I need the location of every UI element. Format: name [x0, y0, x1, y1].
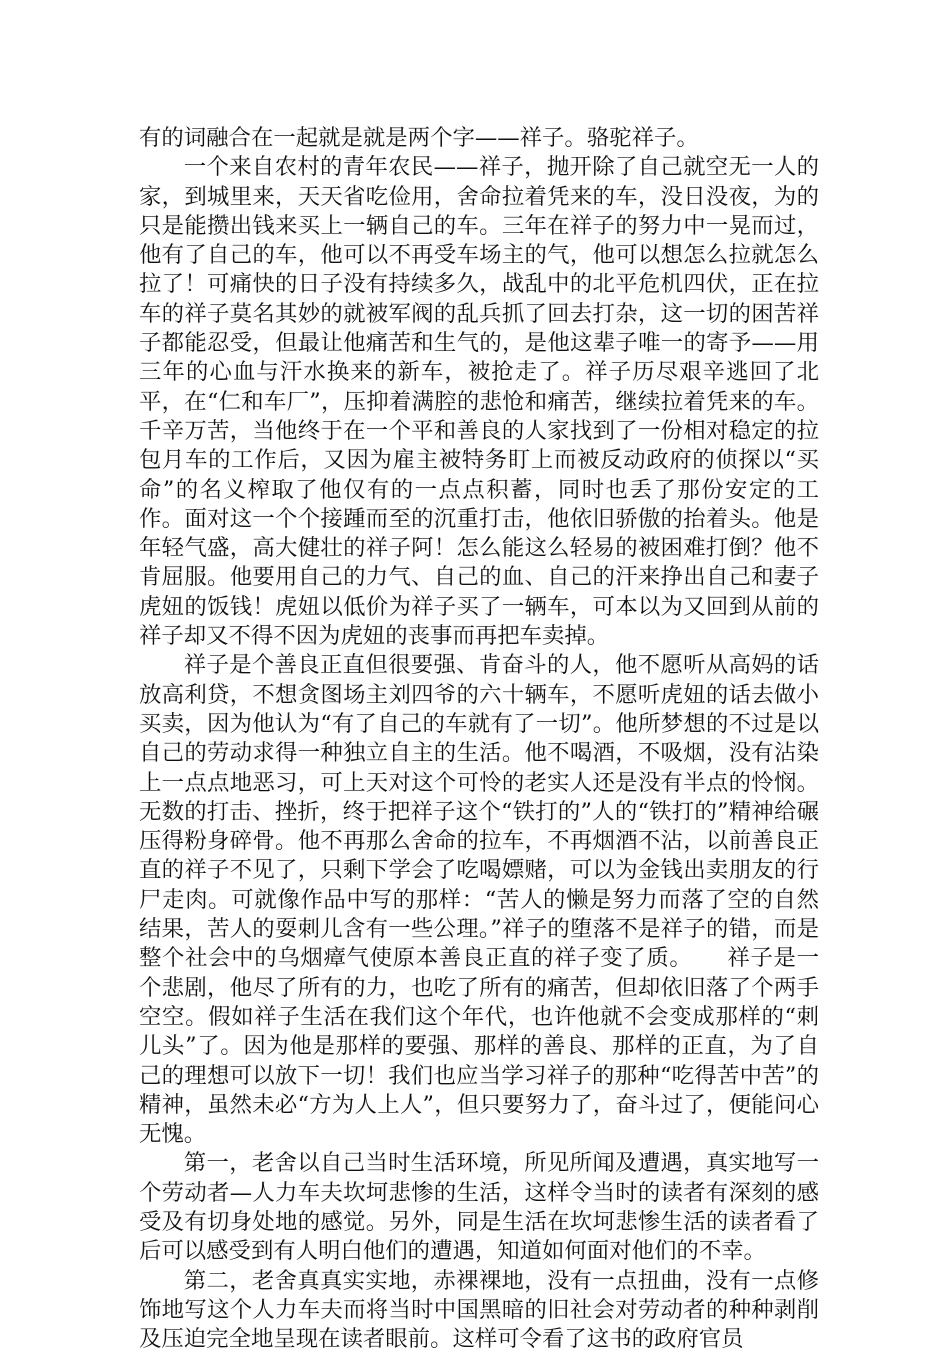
paragraph-point-one: 第一，老舍以自己当时生活环境，所见所闻及遭遇，真实地写一个劳动者—人力车夫坎坷悲惨的生活，这样令当时的读者有深刻的感受及有切身处地的感觉。另外，同是生活在坎坷悲惨生活的读者看了后可以感受到有人明白他们的遭遇，知道如何面对他们的不幸。: [139, 1150, 819, 1265]
paragraph-character-analysis: 祥子是个善良正直但很要强、肯奋斗的人，他不愿听从高妈的话放高利贷，不想贪图场主刘四爷的六十辆车，不愿听虎妞的话去做小买卖，因为他认为“有了自己的车就有了一切”。他所梦想的不过是以自己的劳动求得一种独立自主的生活。他不喝酒，不吸烟，没有沾染上一点点地恶习，可上天对这个可怜的老实人还是没有半点的怜悯。无数的打击、挫折，终于把祥子这个“铁打的”人的“铁打的”精神给碾压得粉身碎骨。他不再那么舍命的拉车，不再烟酒不沾，以前善良正直的祥子不见了，只剩下学会了吃喝嫖赌，可以为金钱出卖朋友的行尸走肉。可就像作品中写的那样：“苦人的懒是努力而落了空的自然结果，苦人的耍刺儿含有一些公理。”祥子的堕落不是祥子的错，而是整个社会中的乌烟瘴气使原本善良正直的祥子变了质。 祥子是一个悲剧，他尽了所有的力，也吃了所有的痛苦，但却依旧落了个两手空空。假如祥子生活在我们这个年代，也许他就不会变成那样的“刺儿头”了。因为他是那样的要强、那样的善良、那样的正直，为了自己的理想可以放下一切！我们也应当学习祥子的那种“吃得苦中苦”的精神，虽然未必“方为人上人”，但只要努力了，奋斗过了，便能问心无愧。: [139, 652, 819, 1148]
body-text: [139, 124, 819, 1354]
paragraph-continuation: 有的词融合在一起就是就是两个字——祥子。骆驼祥子。: [139, 125, 699, 151]
paragraph-point-two: 第二，老舍真真实实地，赤裸裸地，没有一点扭曲，没有一点修饰地写这个人力车夫而将当时中国黑暗的旧社会对劳动者的种种剥削及压迫完全地呈现在读者眼前。这样可令看了这书的政府官员: [139, 1267, 819, 1353]
paragraph-story-summary: 一个来自农村的青年农民——祥子，抛开除了自己就空无一人的家，到城里来，天天省吃俭用，舍命拉着凭来的车，没日没夜，为的只是能攒出钱来买上一辆自己的车。三年在祥子的努力中一晃而过，他有了自己的车，他可以不再受车场主的气，他可以想怎么拉就怎么拉了！可痛快的日子没有持续多久，战乱中的北平危机四伏，正在拉车的祥子莫名其妙的就被军阀的乱兵抓了回去打杂，这一切的困苦祥子都能忍受，但最让他痛苦和生气的，是他这辈子唯一的寄予——用三年的心血与汗水换来的新车，被抢走了。祥子历尽艰辛逃回了北平，在“仁和车厂”，压抑着满腔的悲怆和痛苦，继续拉着凭来的车。千辛万苦，当他终于在一个平和善良的人家找到了一份相对稳定的拉包月车的工作后，又因为雇主被特务盯上而被反动政府的侦探以“买命”的名义榨取了他仅有的一点点积蓄，同时也丢了那份安定的工作。面对这一个个接踵而至的沉重打击，他依旧骄傲的抬着头。他是年轻气盛，高大健壮的祥子阿！怎么能这么轻易的被困难打倒？他不肯屈服。他要用自己的力气、自己的血、自己的汗来挣出自己和妻子虎妞的饭钱！虎妞以低价为祥子买了一辆车，可本以为又回到从前的祥子却又不得不因为虎妞的丧事而再把车卖掉。: [139, 154, 819, 650]
